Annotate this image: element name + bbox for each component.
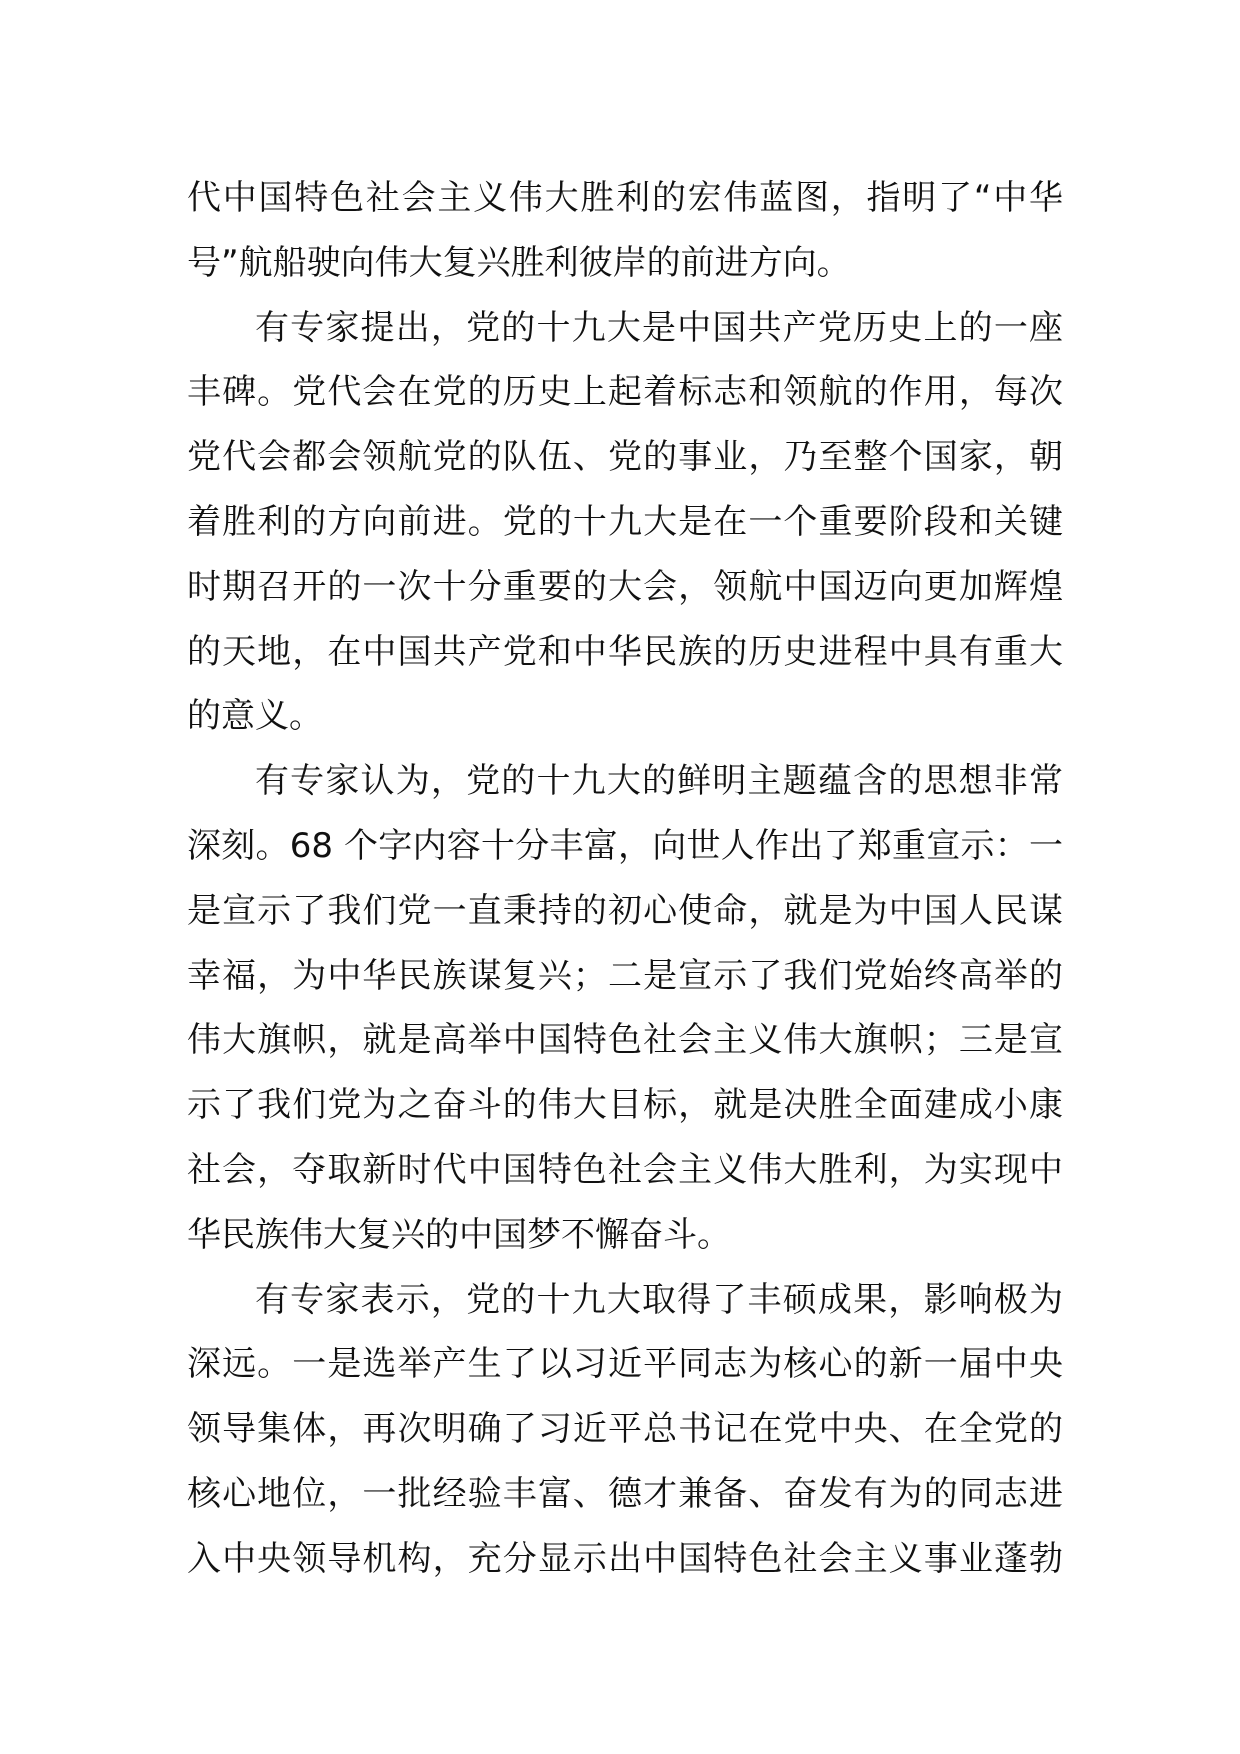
text-line: 党代会都会领航党的队伍、党的事业，乃至整个国家，朝 xyxy=(187,437,1063,478)
text-line: 时期召开的一次十分重要的大会，领航中国迈向更加辉煌 xyxy=(187,566,1063,607)
text-line: 有专家提出，党的十九大是中国共产党历史上的一座 xyxy=(255,307,1063,348)
text-line: 有专家认为，党的十九大的鲜明主题蕴含的思想非常 xyxy=(255,761,1063,802)
text-line: 深远。一是选举产生了以习近平同志为核心的新一届中央 xyxy=(187,1344,1063,1385)
text-line: 着胜利的方向前进。党的十九大是在一个重要阶段和关键 xyxy=(187,501,1063,542)
paragraph-3 xyxy=(187,749,1063,1267)
text-line: 领导集体，再次明确了习近平总书记在党中央、在全党的 xyxy=(187,1409,1063,1450)
text-line: 华民族伟大复兴的中国梦不懈奋斗。 xyxy=(187,1214,731,1255)
text-line: 是宣示了我们党一直秉持的初心使命，就是为中国人民谋 xyxy=(187,890,1063,931)
paragraph-4 xyxy=(187,1268,1063,1592)
text-line: 号”航船驶向伟大复兴胜利彼岸的前进方向。 xyxy=(187,242,851,283)
text-line: 伟大旗帜，就是高举中国特色社会主义伟大旗帜；三是宣 xyxy=(187,1020,1063,1061)
document-page xyxy=(187,166,1063,1592)
paragraph-2 xyxy=(187,296,1063,750)
text-line: 的意义。 xyxy=(187,696,323,737)
text-line: 深刻。68 个字内容十分丰富，向世人作出了郑重宣示：一 xyxy=(187,825,1063,866)
text-line: 社会，夺取新时代中国特色社会主义伟大胜利，为实现中 xyxy=(187,1149,1063,1190)
text-line: 代中国特色社会主义伟大胜利的宏伟蓝图，指明了“中华 xyxy=(187,178,1063,218)
text-line: 示了我们党为之奋斗的伟大目标，就是决胜全面建成小康 xyxy=(187,1085,1063,1126)
text-line: 核心地位，一批经验丰富、德才兼备、奋发有为的同志进 xyxy=(187,1473,1063,1514)
text-line: 丰碑。党代会在党的历史上起着标志和领航的作用，每次 xyxy=(187,372,1063,413)
text-line: 入中央领导机构，充分显示出中国特色社会主义事业蓬勃 xyxy=(187,1538,1063,1579)
text-line: 的天地，在中国共产党和中华民族的历史进程中具有重大 xyxy=(187,631,1063,672)
text-line: 幸福，为中华民族谋复兴；二是宣示了我们党始终高举的 xyxy=(187,955,1063,996)
paragraph-1 xyxy=(187,166,1063,296)
text-line: 有专家表示，党的十九大取得了丰硕成果，影响极为 xyxy=(255,1279,1063,1320)
